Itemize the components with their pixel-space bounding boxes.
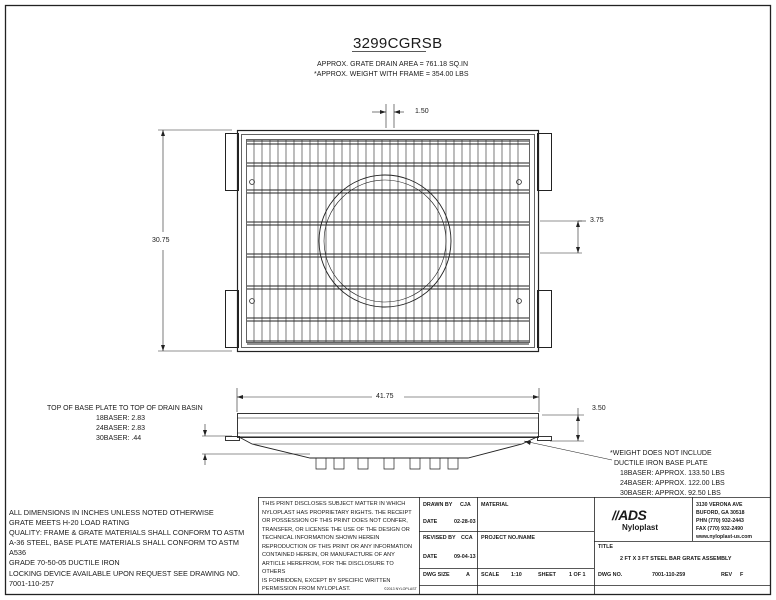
note-line: GRADE 70-50-05 DUCTILE IRON [9,558,120,568]
note-line: A-36 STEEL, BASE PLATE MATERIALS SHALL CONFORM TO ASTM A536 [9,538,239,558]
general-notes [9,508,254,589]
weight-note-line: 30BASER: APPROX. 92.50 LBS [620,490,721,497]
note-line: ALL DIMENSIONS IN INCHES UNLESS NOTED OTHERWISE [9,508,214,517]
grate-top-view [226,131,552,352]
disclaimer-line: TRANSFER, OR LICENSE THE USE OF THE DESIGN OR [262,526,410,533]
dwg-size-value: A [466,572,470,578]
dwg-no-label: DWG NO. [598,572,623,578]
revised-date-value: 09-04-13 [454,554,476,560]
disclaimer-line: TECHNICAL INFORMATION SHOWN HEREIN [262,535,380,541]
disclaimer-line: OR POSSESSION OF THIS PRINT DOES NOT CONFER, [262,518,408,524]
drawn-date-label: DATE [423,519,438,525]
dim-height: 30.75 [152,237,170,244]
note-line: 7001-110-257 [9,578,54,588]
drawing-title: 3299CGRSB [353,35,443,52]
company-address [696,501,768,541]
disclaimer-line: NYLOPLAST HAS PROPRIETARY RIGHTS. THE RECEIPT [262,509,412,516]
grate-side-view [226,414,552,470]
weight-note-line: 24BASER: APPROX. 122.00 LBS [620,480,725,487]
ads-logo [612,508,646,522]
address-line: PHN (770) 932-2443 [696,518,744,524]
sheet-value: 1 OF 1 [569,572,586,578]
nyloplast-logo: Nyloplast [622,523,659,532]
dim-width: 41.75 [376,393,394,400]
base-plate-18: 18BASER: 2.83 [96,415,146,422]
drawn-date-value: 02-28-03 [454,519,476,525]
material-label: MATERIAL [481,502,509,508]
logo-slashes: // [612,508,619,523]
disclaimer-line: PERMISSION FROM NYLOPLAST. [262,586,351,592]
drawn-by-label: DRAWN BY [423,502,453,508]
dim-cross-spacing: 3.75 [590,217,604,224]
base-plate-24: 24BASER: 2.83 [96,425,146,432]
assembly-title: 2 FT X 3 FT STEEL BAR GRATE ASSEMBLY [620,556,732,562]
address-line: BUFORD, GA 30518 [696,510,745,516]
base-plate-30: 30BASER: .44 [96,435,142,442]
dwg-no-value: 7001-110-259 [652,572,686,578]
rev-label: REV [721,572,733,578]
proprietary-disclaimer [262,500,418,594]
address-line: 3130 VERONA AVE [696,502,743,508]
note-line: LOCKING DEVICE AVAILABLE UPON REQUEST SEE DRAWING NO. [9,568,240,578]
disclaimer-line: THIS PRINT DISCLOSES SUBJECT MATTER IN WHICH [262,501,406,507]
revised-by-label: REVISED BY [423,535,456,541]
sheet-label: SHEET [538,572,556,578]
address-line: FAX (770) 932-2490 [696,526,744,532]
scale-label: SCALE [481,572,500,578]
dimension-lines [158,104,612,465]
logo-main: ADS [618,507,647,523]
arrowheads [161,110,580,460]
address-line: www.nyloplast-us.com [696,534,753,540]
disclaimer-line: IS FORBIDDEN, EXCEPT BY SPECIFIC WRITTEN [262,577,391,584]
scale-value: 1:10 [511,572,522,578]
note-line: GRATE MEETS H-20 LOAD RATING [9,518,130,528]
weight-note-line: *WEIGHT DOES NOT INCLUDE [610,450,712,457]
weight-note-line: DUCTILE IRON BASE PLATE [614,460,708,467]
revised-date-label: DATE [423,554,438,560]
dim-bar-spacing: 1.50 [415,108,429,115]
disclaimer-line: ARTICLE HEREFROM, FOR THE DISCLOSURE TO OTHERS [262,560,394,575]
disclaimer-line: CONTAINED HEREIN, OR MANUFACTURE OF ANY [262,552,395,558]
weight-note: *APPROX. WEIGHT WITH FRAME = 354.00 LBS [314,71,469,78]
drain-area-note: APPROX. GRATE DRAIN AREA = 761.18 SQ.IN [317,61,469,68]
note-line: QUALITY: FRAME & GRATE MATERIALS SHALL CONFORM TO ASTM [9,528,245,538]
base-plate-heading: TOP OF BASE PLATE TO TOP OF DRAIN BASIN [47,405,203,412]
disclaimer-line: REPRODUCTION OF THIS PRINT OR ANY INFORMATION [262,543,413,550]
rev-value: F [740,572,744,578]
dim-frame-depth: 3.50 [592,405,606,412]
copyright: ©2013 NYLOPLAST [384,587,417,591]
revised-by-value: CCA [461,535,473,541]
project-label: PROJECT NO./NAME [481,535,535,541]
dwg-size-label: DWG SIZE [423,572,450,578]
drawn-by-value: CJA [460,502,471,508]
title-label: TITLE [598,544,613,550]
weight-note-line: 18BASER: APPROX. 133.50 LBS [620,470,725,477]
